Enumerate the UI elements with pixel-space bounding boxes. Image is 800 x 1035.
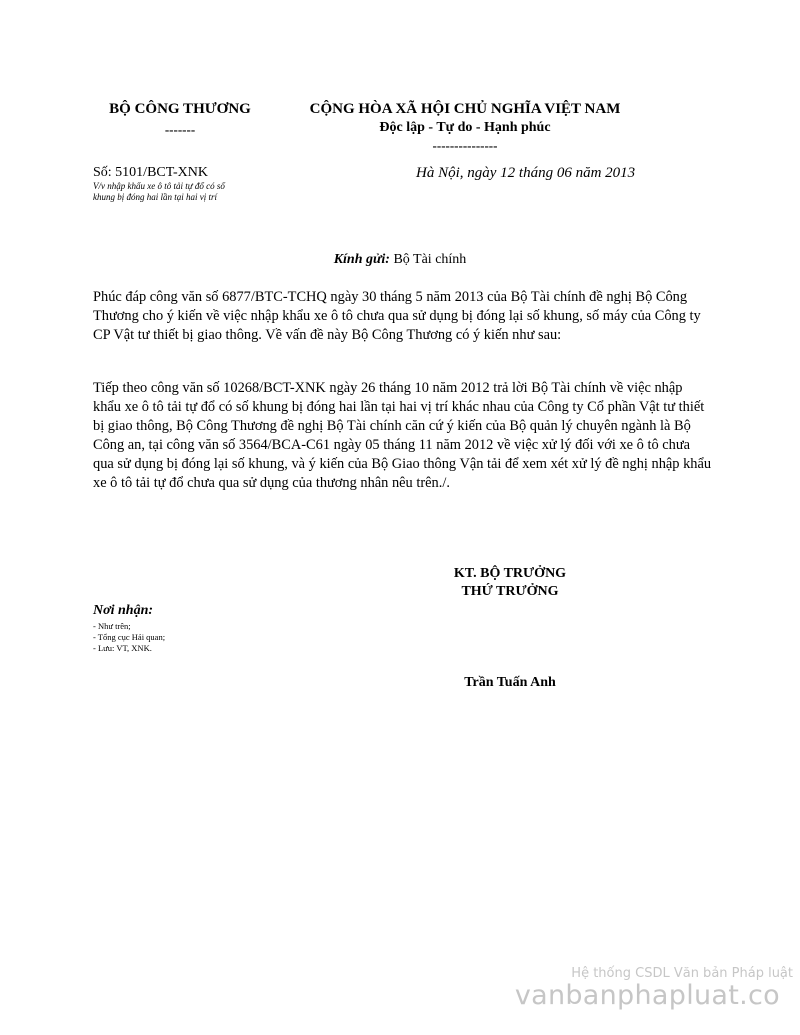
signature-title-1: KT. BỘ TRƯỞNG — [453, 566, 567, 581]
watermark-caption: Hệ thống CSDL Văn bản Pháp luật — [571, 966, 793, 981]
national-title: CỘNG HÒA XÃ HỘI CHỦ NGHĨA VIỆT NAM — [309, 101, 621, 117]
recipients-label: Nơi nhận: — [93, 603, 154, 618]
list-item: - Tổng cục Hải quan; — [93, 632, 166, 642]
signature-title-2: THỨ TRƯỞNG — [461, 584, 559, 599]
list-item: - Như trên; — [93, 621, 131, 631]
document-number: Số: 5101/BCT-XNK — [93, 165, 209, 180]
subject-line-2: khung bị đóng hai lần tại hai vị trí — [93, 192, 217, 202]
recipient-name: Bộ Tài chính — [389, 252, 467, 267]
place-and-date: Hà Nội, ngày 12 tháng 06 năm 2013 — [416, 165, 636, 181]
organization-divider: ------- — [164, 122, 196, 137]
body-paragraph-1: Phúc đáp công văn số 6877/BTC-TCHQ ngày 30 tháng 5 năm 2013 của Bộ Tài chính đề nghị Bộ Công Thương cho ý kiến về việc nhập khẩu xe ô tô chưa qua sử dụng bị đóng lại số khung, số máy của Công ty CP Vật tư thiết bị giao thông. Về vấn đề này Bộ Công Thương có ý kiến như sau: — [93, 289, 701, 343]
recipient-label: Kính gửi: — [333, 252, 390, 267]
national-motto: Độc lập - Tự do - Hạnh phúc — [379, 120, 551, 135]
recipient-line — [0, 252, 800, 268]
body-paragraph-2: Tiếp theo công văn số 10268/BCT-XNK ngày 26 tháng 10 năm 2012 trả lời Bộ Tài chính về việc nhập khẩu xe ô tô tải tự đổ có số khung bị đóng hai lần tại hai vị trí khác nhau của Công ty Cổ phần Vật tư thiết bị giao thông, Bộ Công Thương đề nghị Bộ Tài chính căn cứ ý kiến của Bộ quản lý chuyên ngành là Bộ Công an, tại công văn số 3564/BCA-C61 ngày 05 tháng 11 năm 2012 về việc xử lý đối với xe ô tô chưa qua sử dụng bị đóng lại số khung, và ý kiến của Bộ Giao thông Vận tải để xem xét xử lý đề nghị nhập khẩu xe ô tô tải tự đổ chưa qua sử dụng của thương nhân nêu trên./. — [93, 380, 712, 491]
list-item: - Lưu: VT, XNK. — [93, 643, 152, 653]
document-subject — [93, 181, 293, 203]
motto-divider: --------------- — [432, 138, 498, 153]
issuing-organization: BỘ CÔNG THƯƠNG — [109, 101, 251, 117]
watermark-site: vanbanphapluat.co — [514, 980, 780, 1011]
subject-line-1: V/v nhập khẩu xe ô tô tải tự đổ có số — [93, 181, 225, 191]
recipients-list — [93, 621, 165, 654]
signer-name: Trần Tuấn Anh — [464, 675, 556, 690]
